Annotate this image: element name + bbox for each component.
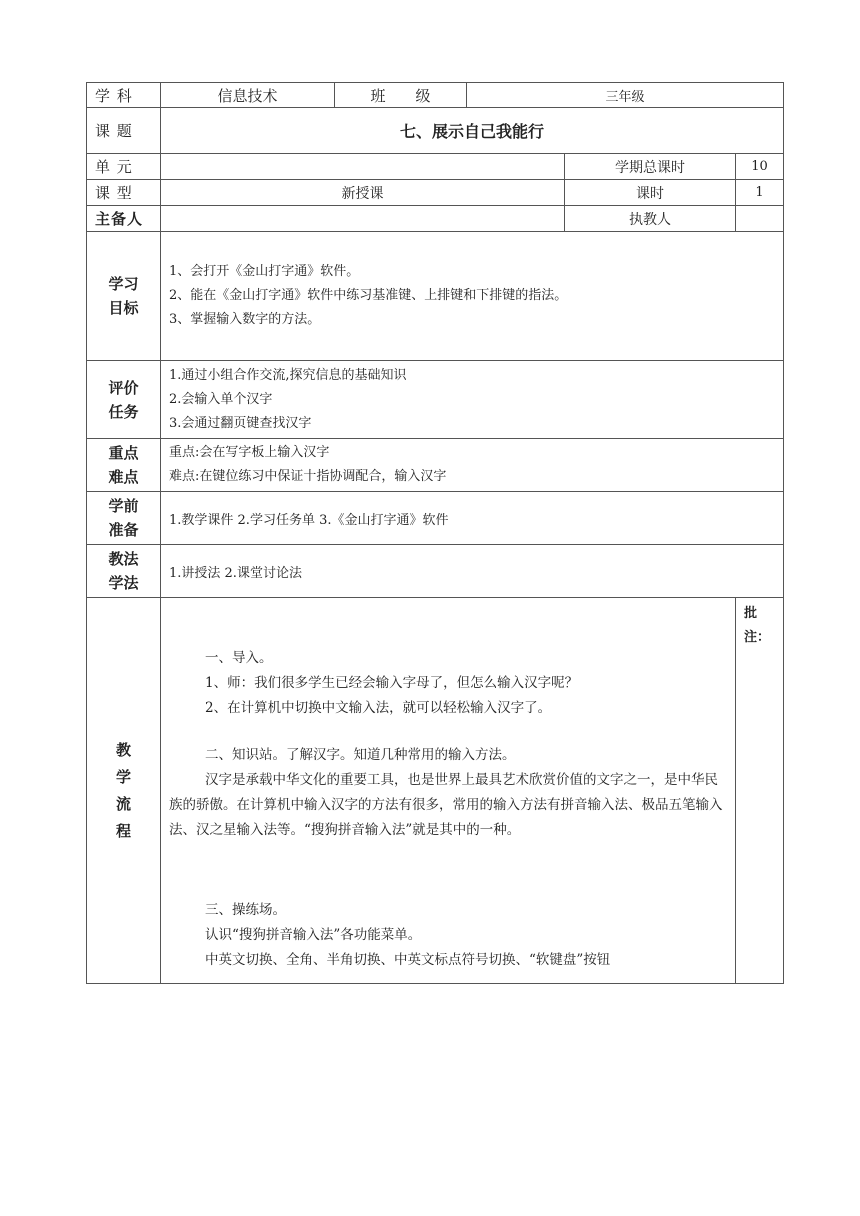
- preparation-label: [87, 492, 161, 545]
- teaching-flow-label-char: 学: [115, 767, 131, 786]
- annotation-label-line2: 注：: [744, 630, 771, 645]
- key-points-label-line1: 重点: [108, 444, 139, 462]
- objectives-row: [87, 232, 784, 361]
- section2-paragraph: 汉字是承载中华文化的重要工具，也是世界上最具艺术欣赏价值的文字之一，是中华民族的骄傲。在计算机中输入汉字的方法有很多，常用的输入方法有拼音输入法、极品五笔输入法、汉之星输入法等。“搜狗拼音输入法”就是其中的一种。: [169, 772, 723, 838]
- objectives-label-line2: 目标: [108, 299, 139, 317]
- type-row: [87, 180, 784, 206]
- preparation-content: 1.教学课件 2.学习任务单 3.《金山打字通》软件: [161, 492, 784, 545]
- unit-value: [161, 154, 565, 180]
- subject-value: 信息技术: [161, 83, 335, 108]
- objectives-content: [161, 232, 784, 361]
- topic-label: 课 题: [87, 108, 161, 154]
- hours-label: 课时: [565, 180, 736, 206]
- preparation-row: [87, 492, 784, 545]
- annotation-column: [736, 598, 784, 984]
- key-points-row: [87, 439, 784, 492]
- teaching-flow-content: [161, 598, 736, 984]
- preparation-label-line1: 学前: [108, 497, 139, 515]
- teaching-flow-label-char: 流: [115, 794, 131, 813]
- teaching-flow-label-char: 教: [115, 740, 131, 759]
- objectives-label: [87, 232, 161, 361]
- evaluation-item: 1.通过小组合作交流,探究信息的基础知识: [169, 367, 407, 383]
- section1-paragraph: 1、师：我们很多学生已经会输入字母了，但怎么输入汉字呢？: [205, 675, 579, 691]
- evaluation-label-line2: 任务: [108, 402, 139, 421]
- key-point-item: 难点:在键位练习中保证十指协调配合，输入汉字: [169, 469, 447, 484]
- objective-item: 3、掌握输入数字的方法。: [169, 312, 321, 327]
- objective-item: 1、会打开《金山打字通》软件。: [169, 264, 360, 279]
- unit-row: [87, 154, 784, 180]
- lesson-plan-page: [86, 82, 783, 987]
- section2-title: 二、知识站。了解汉字。知道几种常用的输入方法。: [205, 747, 516, 763]
- preparer-row: [87, 206, 784, 232]
- methods-content: 1.讲授法 2.课堂讨论法: [161, 545, 784, 598]
- total-hours-label: 学期总课时: [565, 154, 736, 180]
- methods-row: [87, 545, 784, 598]
- evaluation-row: [87, 361, 784, 439]
- key-points-content: [161, 439, 784, 492]
- header-row: [87, 83, 784, 108]
- topic-value: 七、展示自己我能行: [161, 108, 784, 154]
- teacher-value: [736, 206, 784, 232]
- section1-title: 一、导入。: [205, 650, 273, 666]
- subject-label: 学 科: [87, 83, 161, 108]
- preparation-label-line2: 准备: [108, 521, 139, 539]
- hours-value: 1: [736, 180, 784, 206]
- methods-label-line1: 教法: [108, 550, 139, 568]
- type-label: 课 型: [87, 180, 161, 206]
- methods-label-line2: 学法: [108, 574, 139, 592]
- section1-paragraph: 2、在计算机中切换中文输入法，就可以轻松输入汉字了。: [205, 700, 552, 716]
- annotation-label-line1: 批: [744, 606, 758, 621]
- key-points-label: [87, 439, 161, 492]
- unit-label: 单 元: [87, 154, 161, 180]
- methods-label: [87, 545, 161, 598]
- evaluation-item: 3.会通过翻页键查找汉字: [169, 415, 312, 431]
- evaluation-label-line1: 评价: [108, 378, 139, 397]
- teaching-flow-label-char: 程: [115, 821, 131, 840]
- preparer-label: 主备人: [87, 206, 161, 232]
- section3-paragraph: 中英文切换、全角、半角切换、中英文标点符号切换、“软键盘”按钮: [205, 952, 611, 968]
- objective-item: 2、能在《金山打字通》软件中练习基准键、上排键和下排键的指法。: [169, 288, 568, 303]
- type-value: 新授课: [161, 180, 565, 206]
- class-label: 班 级: [335, 83, 467, 108]
- teacher-label: 执教人: [565, 206, 736, 232]
- section3-title: 三、操练场。: [205, 902, 286, 918]
- key-points-label-line2: 难点: [108, 468, 139, 486]
- objectives-label-line1: 学习: [108, 275, 139, 293]
- evaluation-label: [87, 361, 161, 439]
- evaluation-content: [161, 361, 784, 439]
- class-value: 三年级: [467, 83, 784, 108]
- section3-paragraph: 认识“搜狗拼音输入法”各功能菜单。: [205, 927, 422, 943]
- evaluation-item: 2.会输入单个汉字: [169, 391, 273, 407]
- teaching-flow-label: [87, 598, 161, 984]
- key-point-item: 重点:会在写字板上输入汉字: [169, 445, 330, 460]
- total-hours-value: 10: [736, 154, 784, 180]
- teaching-flow-row: [87, 598, 784, 984]
- lesson-plan-table: [86, 82, 784, 984]
- topic-row: [87, 108, 784, 154]
- preparer-value: [161, 206, 565, 232]
